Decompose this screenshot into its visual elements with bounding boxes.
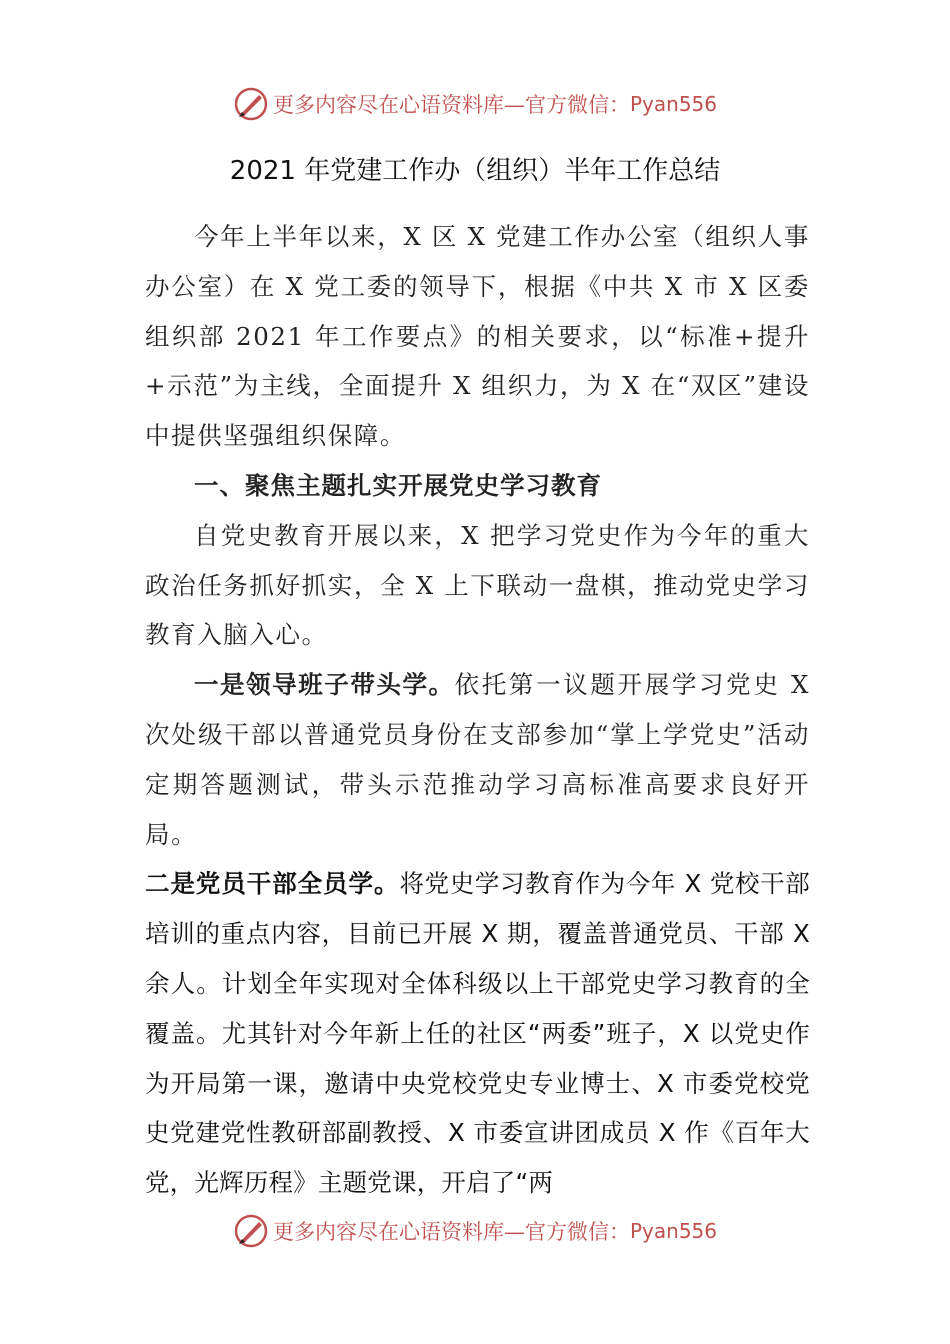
pen-circle-logo-icon <box>233 86 269 122</box>
watermark-banner-bottom <box>0 1211 950 1251</box>
watermark-text: 更多内容尽在心语资料库—官方微信： <box>272 1220 630 1244</box>
paragraph-text: 依托第一议题开展学习党史 X 次处级干部以普通党员身份在支部参加“掌上学党史”活动定期答题测试，带头示范推动学习高标准高要求良好开局。 <box>145 670 810 849</box>
paragraph-members <box>145 859 810 1208</box>
pen-circle-logo-icon <box>233 1213 269 1249</box>
paragraph-overview: 自党史教育开展以来，X 把学习党史作为今年的重大政治任务抓好抓实，全 X 上下联动一盘棋，推动党史学习教育入脑入心。 <box>145 520 810 650</box>
paragraph-lead: 二是党员干部全员学。 <box>145 869 400 899</box>
watermark-banner-top <box>0 84 950 124</box>
document-title: 2021 年党建工作办（组织）半年工作总结 <box>229 156 721 186</box>
paragraph-leaders <box>145 660 810 859</box>
document-body <box>145 212 810 1208</box>
section-heading: 一、聚焦主题扎实开展党史学习教育 <box>194 470 602 500</box>
paragraph-text: 将党史学习教育作为今年 X 党校干部培训的重点内容，目前已开展 X 期，覆盖普通党员、干部 X 余人。计划全年实现对全体科级以上干部党史学习教育的全覆盖。尤其针对今年新上任的社区“两委”班子，X 以党史作为开局第一课，邀请中央党校党史专业博士、X 市委党校党史党建党性教研部副教授、X 市委宣讲团成员 X 作《百年大党，光辉历程》主题党课，开启了“两 <box>145 869 810 1198</box>
watermark-id: Pyan556 <box>629 1219 717 1243</box>
watermark-text: 更多内容尽在心语资料库—官方微信： <box>272 93 630 117</box>
paragraph-intro: 今年上半年以来，X 区 X 党建工作办公室（组织人事办公室）在 X 党工委的领导下，根据《中共 X 市 X 区委组织部 2021 年工作要点》的相关要求，以“标准+提升+示范”为主线，全面提升 X 组织力，为 X 在“双区”建设中提供坚强组织保障。 <box>145 222 810 451</box>
paragraph-lead: 一是领导班子带头学。 <box>194 670 455 700</box>
watermark-id: Pyan556 <box>629 92 717 116</box>
